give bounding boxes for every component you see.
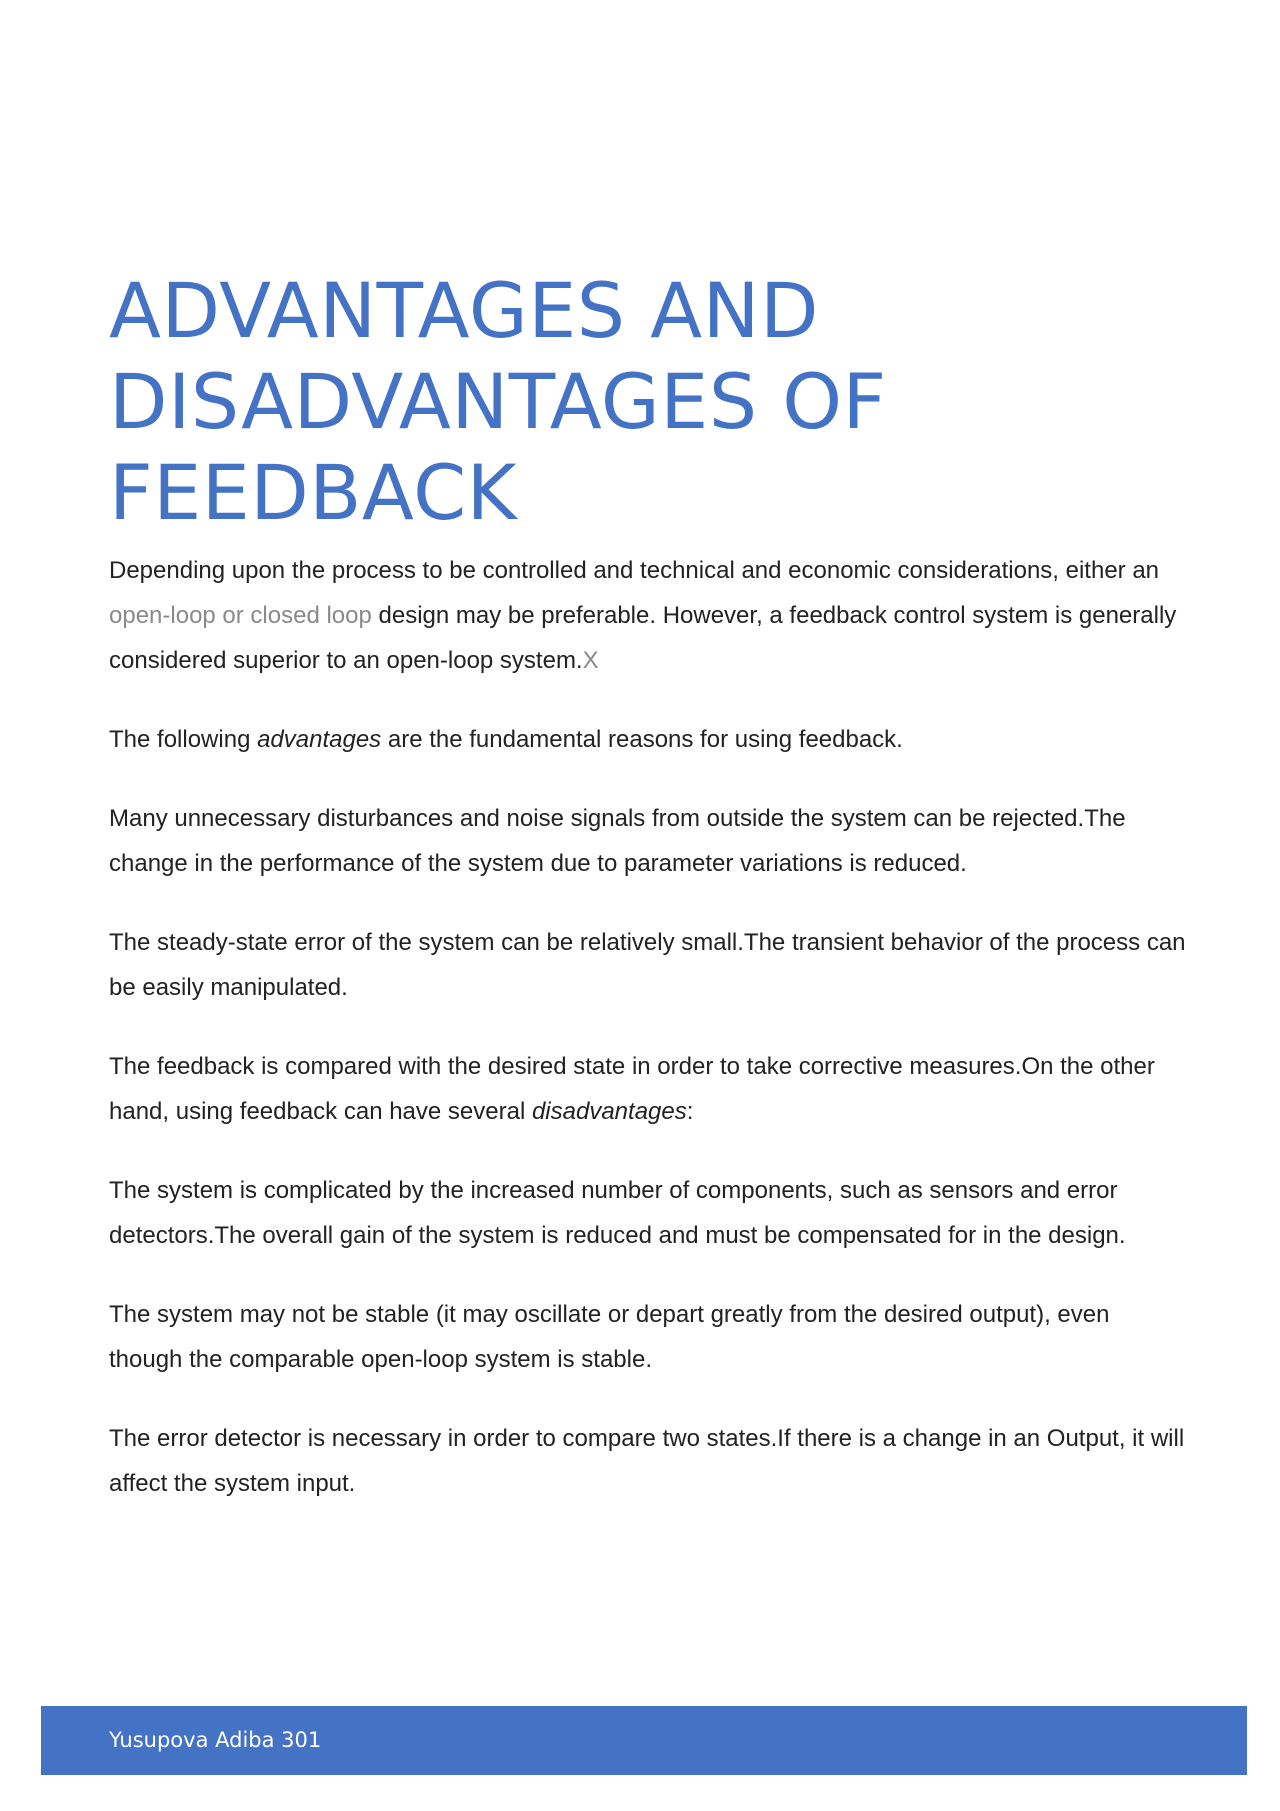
paragraph-disadvantages-intro <box>109 1044 1189 1134</box>
advantages-emphasis: advantages <box>257 726 382 753</box>
disadvantages-emphasis: disadvantages <box>531 1098 687 1125</box>
disadvantages-intro-text-b: : <box>686 1098 694 1125</box>
paragraph-stability: The system may not be stable (it may oscillate or depart greatly from the desired output), even though the comparable open-loop system is stable. <box>109 1301 1110 1373</box>
advantages-intro-text-a: The following <box>109 726 258 753</box>
title-line-1: ADVANTAGES AND <box>109 266 819 355</box>
disadvantages-intro-text-a: The feedback is compared with the desired state in order to take corrective measures.On the other hand, using feedback can have several <box>109 1053 1155 1125</box>
paragraph-complexity: The system is complicated by the increased number of components, such as sensors and error detectors.The overall gain of the system is reduced and must be compensated for in the design. <box>109 1177 1126 1249</box>
paragraph-steady-state-error: The steady-state error of the system can be relatively small.The transient behavior of the process can be easily manipulated. <box>109 929 1186 1001</box>
paragraph-marker: X <box>582 647 599 674</box>
title-line-2: DISADVANTAGES OF <box>109 357 887 446</box>
paragraph-intro-text-b: design may be preferable. However, a feedback control system is generally considered superior to an open-loop system. <box>109 602 1177 674</box>
footer-bar <box>41 1706 1247 1775</box>
title-line-3: FEEDBACK <box>109 448 517 537</box>
paragraph-disturbance-rejection: Many unnecessary disturbances and noise signals from outside the system can be rejected.The change in the performance of the system due to parameter variations is reduced. <box>109 805 1126 877</box>
paragraph-advantages-intro <box>109 717 1189 762</box>
paragraph-intro-text-a: Depending upon the process to be controlled and technical and economic considerations, either an <box>109 557 1160 584</box>
open-closed-loop-link[interactable]: open-loop or closed loop <box>109 602 372 629</box>
document-body <box>109 548 1189 1540</box>
footer-author-text: Yusupova Adiba 301 <box>109 1728 322 1752</box>
page-title <box>109 265 1189 538</box>
paragraph-intro <box>109 548 1189 683</box>
paragraph-error-detector: The error detector is necessary in order to compare two states.If there is a change in an Output, it will affect the system input. <box>109 1425 1185 1497</box>
advantages-intro-text-b: are the fundamental reasons for using feedback. <box>381 726 903 753</box>
